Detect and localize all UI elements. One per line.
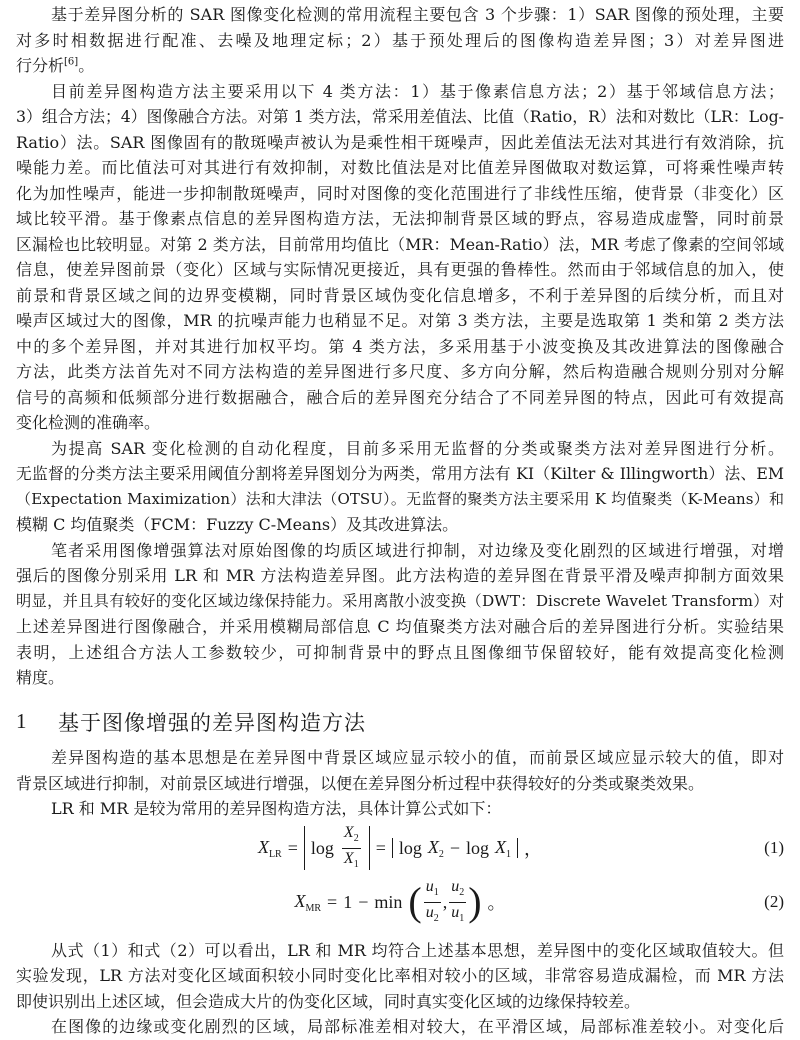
text-line: [16, 614, 784, 640]
paragraph-group-section1: [16, 745, 784, 822]
text-line: [16, 796, 784, 822]
eq2-fraction-2: $\frac{u_2}{u_1}$: [449, 877, 466, 928]
eq1-rhs-x2: $X_2$: [427, 836, 444, 860]
text-line-content: 无监督的分类方法主要采用阈值分割将差异图划分为两类，常用方法有 KI（Kilter & Illingworth）法、EM: [16, 464, 784, 483]
abs-bar-left-small: [392, 838, 393, 858]
text-line: [16, 130, 784, 156]
eq2-minus: −: [358, 891, 369, 912]
citation-reference[interactable]: [6]: [64, 56, 79, 68]
text-line-content: （Expectation Maximization）法和大津法（OTSU）。无监督的聚类方法主要采用 K 均值聚类（K-Means）和: [16, 489, 784, 508]
abs-bar-right: [369, 826, 370, 870]
text-line: [16, 771, 784, 797]
eq1-tail: ，: [524, 839, 543, 859]
eq2-comma: ,: [442, 891, 448, 912]
text-line: [16, 512, 784, 538]
equation-number-1: (1): [764, 838, 784, 857]
text-line: [16, 461, 784, 487]
text-line: [16, 963, 784, 989]
text-line-content: 即使识别出上述区域，但会造成大片的伪变化区域，同时真实变化区域的边缘保持较差。: [16, 991, 641, 1011]
text-line-content: 区漏检也比较明显。对第 2 类方法，目前常用均值比（MR：Mean-Ratio）法，MR 考虑了像素的空间邻域: [16, 234, 784, 254]
paragraph: [16, 436, 784, 538]
paragraph: [16, 796, 784, 822]
abs-bar-left: [304, 826, 305, 870]
text-line-content: 精度。: [16, 668, 65, 687]
eq2-one: 1: [343, 891, 353, 912]
text-line: [16, 2, 784, 28]
text-line: [16, 563, 784, 589]
text-line: [16, 28, 784, 54]
citation-tail: 。: [78, 56, 95, 75]
section-number: 1: [16, 709, 28, 734]
text-line-content: 信号的高频和低频部分进行数据融合，融合后的差异图充分结合了不同差异图的特点，因此可有效提高: [16, 387, 784, 407]
equation-2: [16, 875, 784, 930]
text-line: [16, 745, 784, 771]
text-line: [16, 181, 784, 207]
paragraph: [16, 938, 784, 1015]
text-line-content: 3）组合方法；4）图像融合方法。对第 1 类方法，常采用差值法、比值（Ratio，R）法和对数比（LR：Log-: [16, 107, 784, 126]
eq1-fraction: $\frac{X_2}{X_1}$: [342, 823, 361, 874]
text-line-content: 中的多个差异图，并对其进行加权平均。第 4 类方法，多采用基于小波变换及其改进算法的图像融合: [16, 336, 784, 356]
text-line-content: 行分析: [16, 56, 65, 75]
eq1-rhs-log2: log: [466, 837, 490, 858]
text-line: [16, 79, 784, 105]
text-line: [16, 938, 784, 964]
text-line-content: 从式（1）和式（2）可以看出，LR 和 MR 均符合上述基本思想，差异图中的变化区域取值较大。但: [51, 940, 784, 960]
text-line-content: LR 和 MR 是较为常用的差异图构造方法，具体计算公式如下：: [51, 799, 502, 818]
text-line-content: 表明，上述组合方法人工参数较少，可抑制背景中的野点且图像细节保留较好，能有效提高变化检测: [16, 642, 784, 662]
text-line-content: 噪能力差。而比值法可对其进行有效抑制，对数比值法是对比值差异图做取对数运算，可将乘性噪声转: [16, 158, 784, 177]
text-line-content: 域比较平滑。基于像素点信息的差异图构造方法，无法抑制背景区域的野点，容易造成虚警，同时前景: [16, 209, 784, 228]
eq1-lhs: $X_{LR}$: [257, 836, 282, 860]
eq2-tail: 。: [487, 893, 506, 913]
text-line: [16, 206, 784, 232]
text-line-content: 实验发现，LR 方法对变化区域面积较小同时变化比率相对较小的区域，非常容易造成漏检，而 MR 方法: [16, 966, 784, 985]
text-line-content: 差异图构造的基本思想是在差异图中背景区域应显示较小的值，而前景区域应显示较大的值，即对: [51, 748, 784, 767]
text-line-content: 上述差异图进行图像融合，并采用模糊局部信息 C 均值聚类方法对融合后的差异图进行分析。实验结果: [16, 617, 784, 636]
text-line-content: 变化检测的准确率。: [16, 413, 161, 432]
text-line: [16, 308, 784, 334]
text-line-content: 模糊 C 均值聚类（FCM：Fuzzy C-Means）及其改进算法。: [16, 515, 459, 534]
text-line-content: Ratio）法。SAR 图像固有的散斑噪声被认为是乘性相干斑噪声，因此差值法无法对其进行有效消除，抗: [16, 132, 784, 152]
section-title: 基于图像增强的差异图构造方法: [58, 710, 366, 735]
text-line-content: 基于差异图分析的 SAR 图像变化检测的常用流程主要包含 3 个步骤：1）SAR 图像的预处理，主要: [51, 5, 784, 24]
text-line: [16, 589, 784, 615]
abs-bar-right-small: [517, 838, 518, 858]
text-line: [16, 487, 784, 513]
text-line: [16, 104, 784, 130]
text-line-content: 在图像的边缘或变化剧烈的区域，局部标准差相对较大，在平滑区域，局部标准差较小。对变化后: [51, 1017, 784, 1036]
text-line-content: 化为加性噪声，能进一步抑制散斑噪声，同时对图像的变化范围进行了非线性压缩，使背景（非变化）区: [16, 183, 784, 203]
text-line-content: 明显，并且具有较好的变化区域边缘保持能力。采用离散小波变换（DWT：Discrete Wavelet Transform）对: [16, 591, 784, 610]
text-line-content: 对多时相数据进行配准、去噪及地理定标；2）基于预处理后的图像构造差异图；3）对差异图进: [16, 30, 784, 50]
text-line-content: 前景和背景区域之间的边界变模糊，同时背景区域伪变化信息增多，不利于差异图的后续分析，而且对: [16, 285, 784, 305]
text-line: [16, 640, 784, 666]
eq2-equals: =: [327, 891, 338, 912]
text-line: [16, 410, 784, 436]
text-line-content: 背景区域进行抑制，对前景区域进行增强，以便在差异图分析过程中获得较好的分类或聚类效果。: [16, 773, 705, 793]
equation-1: [16, 822, 784, 875]
text-line-content: 目前差异图构造方法主要采用以下 4 类方法：1）基于像素信息方法；2）基于邻域信息方法；: [51, 81, 784, 101]
text-line-content: 信息，使差异图前景（变化）区域与实际情况更接近，具有更强的鲁棒性。然而由于邻域信息的加入，使: [16, 260, 784, 279]
paragraph: [16, 2, 784, 79]
paragraph-group-discussion: [16, 938, 784, 1040]
eq2-min: min: [374, 891, 403, 912]
paragraph: [16, 1014, 784, 1040]
text-line-content: 强后的图像分别采用 LR 和 MR 方法构造差异图。此方法构造的差异图在背景平滑及噪声抑制方面效果: [16, 566, 784, 585]
left-paren: (: [408, 879, 422, 924]
text-line: [16, 665, 784, 691]
eq1-rhs-x1: $X_1$: [495, 836, 512, 860]
text-line-content: 噪声区域过大的图像，MR 的抗噪声能力也稍显不足。对第 3 类方法，主要是选取第 1 类和第 2 类方法: [16, 311, 784, 330]
equation-number-2: (2): [764, 892, 784, 911]
text-line: [16, 989, 784, 1015]
text-line: [16, 232, 784, 258]
text-line: [16, 283, 784, 309]
eq1-equals: =: [287, 837, 298, 858]
text-line: [16, 436, 784, 462]
paragraph: [16, 79, 784, 436]
text-line: [16, 155, 784, 181]
text-line: [16, 359, 784, 385]
text-line: [16, 538, 784, 564]
text-line: [16, 53, 784, 79]
paragraph-group-intro: [16, 2, 784, 691]
right-paren: ): [468, 879, 482, 924]
eq1-equals-2: =: [375, 837, 386, 858]
eq2-lhs: $X_{MR}$: [294, 890, 322, 914]
text-line-content: 笔者采用图像增强算法对原始图像的均质区域进行抑制，对边缘及变化剧烈的区域进行增强，对增: [51, 540, 784, 560]
eq2-fraction-1: $\frac{u_1}{u_2}$: [424, 877, 441, 928]
paragraph: [16, 538, 784, 691]
text-line: [16, 385, 784, 411]
eq1-log: log: [310, 837, 334, 858]
text-line-content: 方法，此类方法首先对不同方法构造的差异图进行多尺度、多方向分解，然后构造融合规则分别对分解: [16, 362, 784, 381]
section-heading: [16, 691, 784, 746]
document-page: [16, 2, 784, 1040]
paragraph: [16, 745, 784, 796]
text-line: [16, 1014, 784, 1040]
eq1-rhs-log1: log: [398, 837, 422, 858]
text-line: [16, 334, 784, 360]
eq1-minus: −: [449, 837, 461, 858]
text-line-content: 为提高 SAR 变化检测的自动化程度，目前多采用无监督的分类或聚类方法对差异图进行分析。: [51, 438, 784, 458]
text-line: [16, 257, 784, 283]
